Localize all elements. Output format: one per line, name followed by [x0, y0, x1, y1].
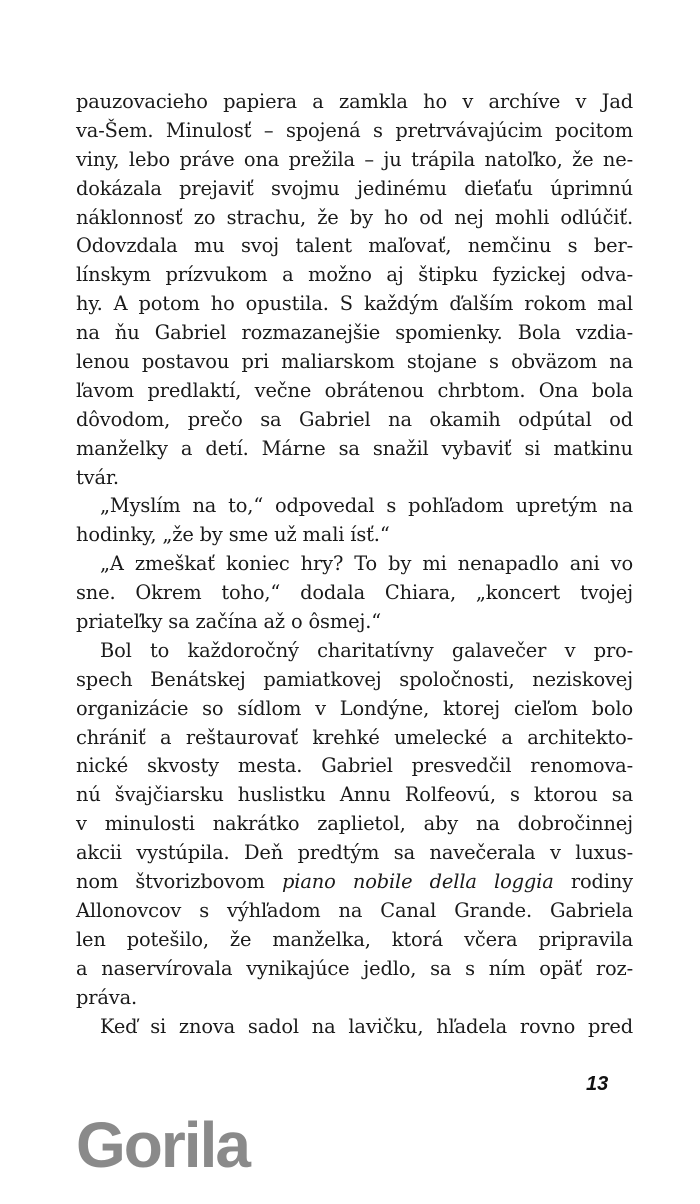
text-line: náklonnosť zo strachu, že by ho od nej mohli odlúčiť. [76, 205, 633, 229]
text-segment: rodiny [553, 870, 633, 894]
text-line: na ňu Gabriel rozmazanejšie spomienky. Bola vzdia- [76, 321, 633, 345]
text-line: v minulosti nakrátko zaplietol, aby na dobročinnej [76, 812, 633, 836]
text-segment: nom štvorizbovom [76, 870, 282, 894]
text-line: pauzovacieho papiera a zamkla ho v archíve v Jad [76, 90, 633, 113]
text-line: spech Benátskej pamiatkovej spoločnosti, neziskovej [76, 667, 633, 691]
text-line: hodinky, „že by sme už mali ísť.“ [76, 523, 390, 547]
text-line: Bol to každoročný charitatívny galavečer v pro- [100, 638, 633, 662]
text-line: a naservírovala vynikajúce jedlo, sa s ním opäť roz- [76, 956, 633, 980]
text-line [76, 868, 633, 897]
text-line: Allonovcov s výhľadom na Canal Grande. Gabriela [76, 898, 633, 922]
gorila-watermark: Gorila [76, 1109, 249, 1181]
text-line: línskym prízvukom a možno aj štipku fyzickej odva- [76, 263, 633, 287]
text-line: sne. Okrem toho,“ dodala Chiara, „koncert tvojej [76, 581, 633, 605]
italic-phrase: piano nobile della loggia [282, 870, 554, 894]
text-line: „A zmeškať koniec hry? To by mi nenapadlo ani vo [100, 552, 633, 576]
text-line: viny, lebo práve ona prežila – ju trápila natoľko, že ne- [76, 147, 633, 171]
text-line: tvár. [76, 465, 119, 489]
text-line: lenou postavou pri maliarskom stojane s obväzom na [76, 350, 633, 374]
text-line: „Myslím na to,“ odpovedal s pohľadom upretým na [100, 494, 633, 518]
text-line: dokázala prejaviť svojmu jedinému dieťaťu úprimnú [76, 176, 633, 200]
text-line: priateľky sa začína až o ôsmej.“ [76, 610, 382, 634]
text-line: hy. A potom ho opustila. S každým ďalším rokom mal [76, 292, 633, 316]
text-line: nú švajčiarsku huslistku Annu Rolfeovú, s ktorou sa [76, 783, 633, 807]
text-line: nické skvosty mesta. Gabriel presvedčil renomova- [76, 754, 633, 778]
text-line: va-Šem. Minulosť – spojená s pretrvávajúcim pocitom [76, 118, 633, 142]
text-line: práva. [76, 985, 138, 1009]
text-line: organizácie so sídlom v Londýne, ktorej cieľom bolo [76, 696, 633, 720]
text-line: manželky a detí. Márne sa snažil vybaviť si matkinu [76, 436, 633, 460]
text-line: dôvodom, prečo sa Gabriel na okamih odpútal od [76, 407, 633, 431]
page-number: 13 [586, 1073, 609, 1095]
text-line: ľavom predlaktí, večne obrátenou chrbtom. Ona bola [76, 378, 633, 402]
text-line: len potešilo, že manželka, ktorá včera pripravila [76, 927, 633, 951]
text-line: Odovzdala mu svoj talent maľovať, nemčinu s ber- [76, 234, 633, 258]
text-line: akcii vystúpila. Deň predtým sa navečerala v luxus- [76, 841, 633, 865]
book-page-text [76, 88, 633, 1041]
text-line: chrániť a reštaurovať krehké umelecké a architekto- [76, 725, 633, 749]
text-line: Keď si znova sadol na lavičku, hľadela rovno pred [100, 1014, 633, 1038]
